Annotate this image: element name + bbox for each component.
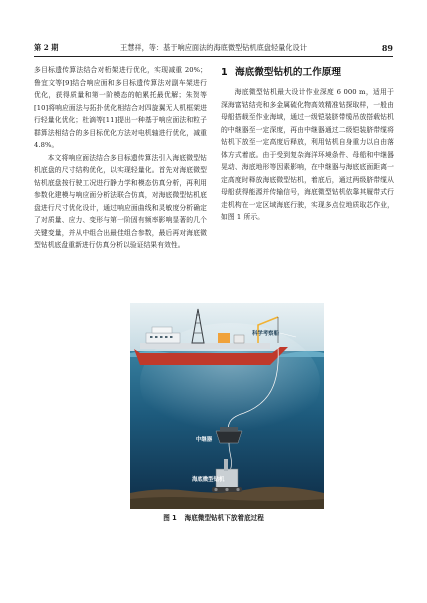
figure-caption-text: 海底微型钻机下放着底过程	[184, 514, 264, 522]
section-title: 海底微型钻机的工作原理	[235, 67, 342, 78]
issue-number: 第 2 期	[34, 43, 59, 52]
paragraph-approach: 本文将响应面法结合多目标遗传算法引入海底微型钻机底盘的尺寸结构优化，以实现轻量化。首先对海底微型钻机底盘按行驶工况进行静力学和模态仿真分析，再利用参数化建模与响应面分析法联合仿真，对海底微型钻机底盘进行尺寸优化设计，通过响应面曲线和灵敏度分析确定了对质量、应力、变形与第一阶固有频率影响显著的几个关键变量，并从中组合出最佳组合参数，最后再对海底微型钻机底盘重新进行仿真分析以验证结果有效性。	[34, 153, 207, 249]
page-number: 89	[381, 43, 393, 53]
paragraph-working-principle: 海底微型钻机最大设计作业深度 6 000 m，适用于深海富钴结壳和多金属硫化物高效精准钻探取样，一般由母船搭载至作业海域，通过一级铠装脐带缆吊放搭载钻机的中继器至一定深度，再由中继器通过二级铠装脐带缆将钻机下放至一定高度后释放，利用钻机自身重力以自由落体方式着底。由于受到复杂海洋环境条件、母船和中继器晃动、海底地形等因素影响，在中继器与海底底面距离一定高度时释放海底微型钻机，着底后，通过两级脐带缆从母船获得能源并传输信号，海底微型钻机依靠其履带式行走机构在一定区域海底行驶，实现多点位地质取芯作业，如图 1 所示。	[221, 88, 394, 221]
figure-caption	[0, 512, 427, 522]
running-title: 王慧祥，等：基于响应面法的海底微型钻机底盘轻量化设计	[120, 43, 307, 52]
section-number: 1	[221, 67, 228, 78]
figure-number: 图 1	[163, 514, 177, 522]
paragraph-literature-review: 多目标遗传算法结合对桁架进行优化，实现减重 20%；鲁宜文等[9]结合响应面和多目标遗传算法对副车架进行优化，获得质量和第一阶模态的帕累托最优解；朱贺等[10]将响应面法与拓扑优化相结合对四旋翼无人机框架进行轻量化优化；杜滴等[11]提出一种基于响应面法和粒子群算法相结合的多目标优化方法对电机轴进行优化，减重 4.8%。	[34, 66, 207, 149]
label-relay: 中继器	[196, 437, 213, 443]
header-rule	[34, 56, 393, 57]
label-drill: 海底微型钻机	[192, 477, 225, 483]
section-heading	[221, 62, 394, 84]
label-ship: 科学考察船	[252, 331, 279, 337]
deployment-illustration	[130, 303, 324, 509]
left-column	[34, 64, 207, 252]
figure-1-illustration	[130, 303, 324, 509]
right-column	[221, 62, 394, 224]
running-header	[34, 41, 393, 55]
